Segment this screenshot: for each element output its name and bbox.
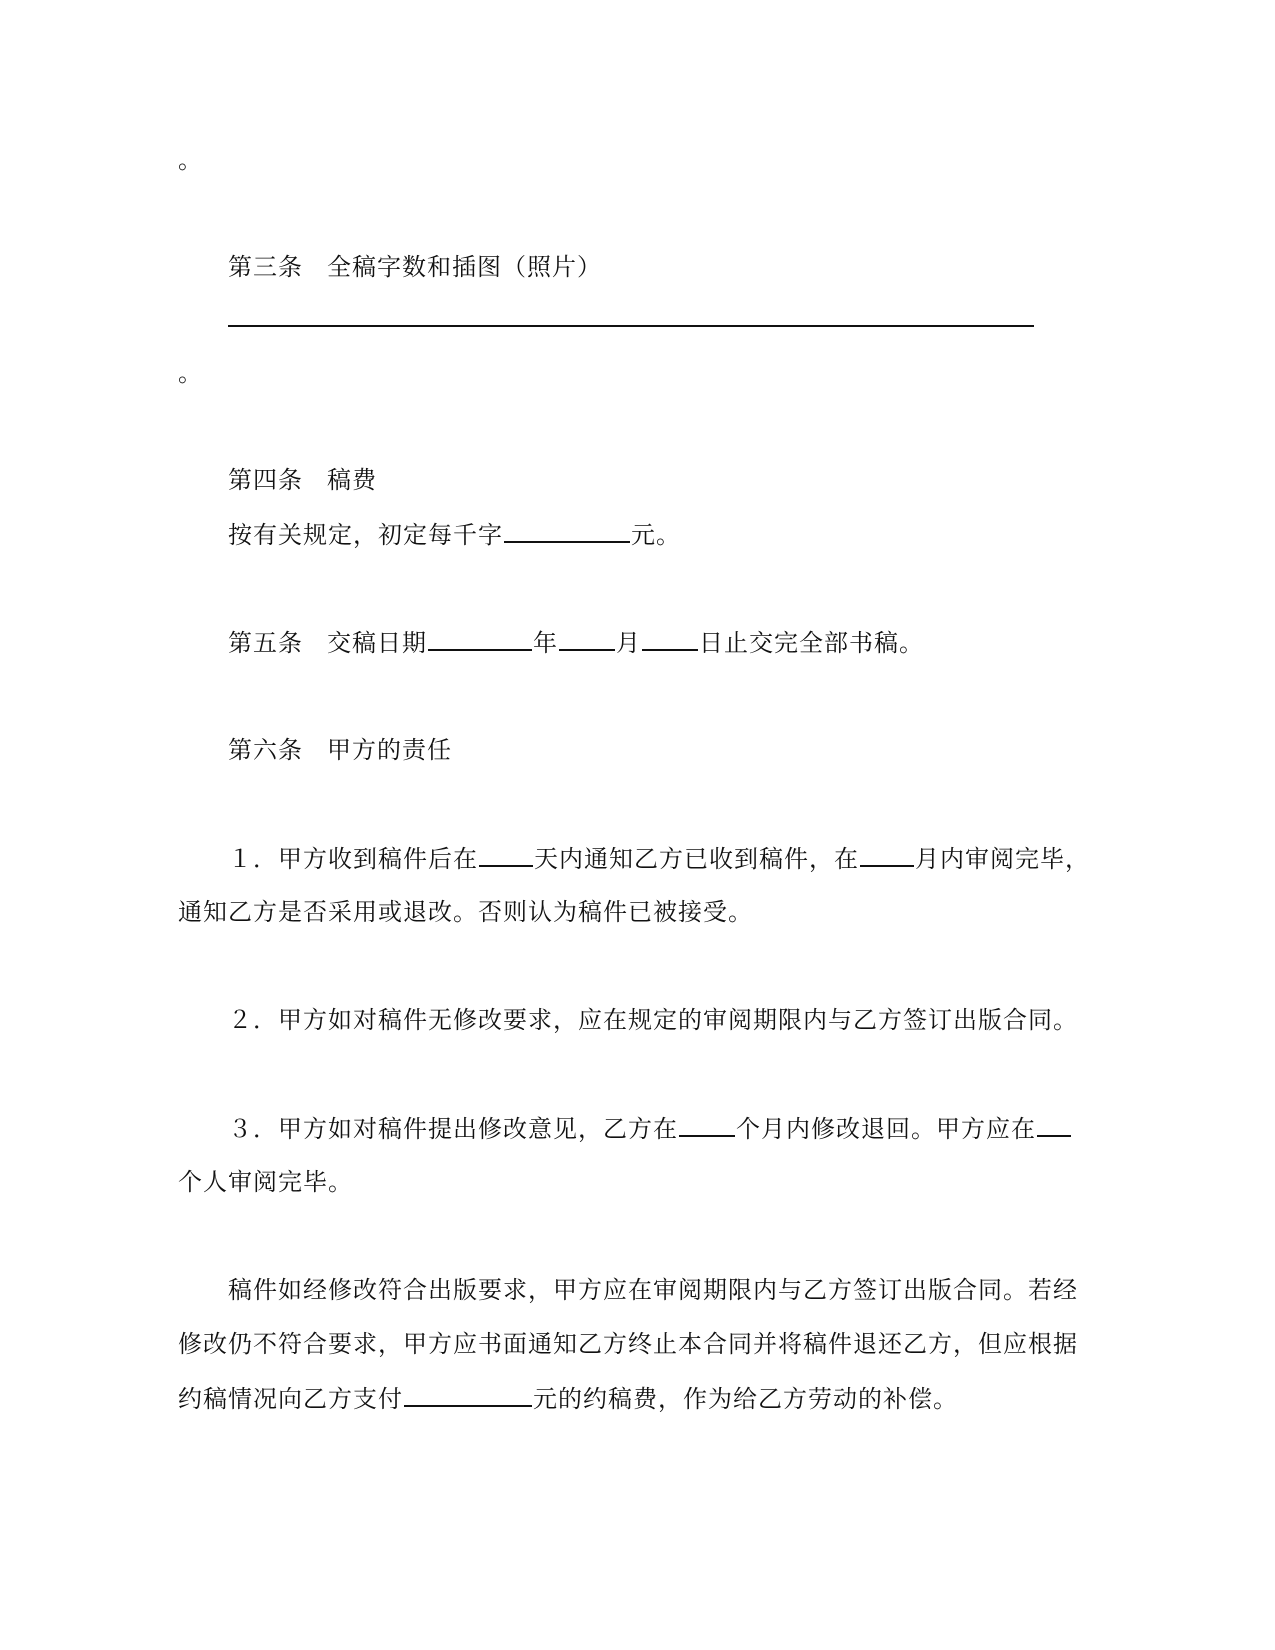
item-1-line-1 [228, 843, 1090, 874]
article-3-heading [228, 252, 602, 282]
article-3-number: 第三条 [228, 253, 303, 281]
year-blank [428, 627, 532, 651]
article-4-text-b: 元。 [631, 521, 681, 549]
months-blank [860, 843, 914, 867]
item-1-text-a: １．甲方收到稿件后在 [228, 845, 478, 873]
article-4-title: 稿费 [327, 466, 377, 494]
article-5-text-b: 日止交完全部书稿。 [699, 629, 924, 657]
article-6-heading [228, 735, 452, 765]
fee-per-thousand-blank [504, 519, 630, 543]
paragraph-line-1: 稿件如经修改符合出版要求，甲方应在审阅期限内与乙方签订出版合同。若经 [228, 1276, 1078, 1304]
trailing-period: 。 [178, 146, 203, 174]
article-4-text-a: 按有关规定，初定每千字 [228, 521, 503, 549]
item-1-line-2: 通知乙方是否采用或退改。否则认为稿件已被接受。 [178, 898, 753, 926]
item-3-text-a: ３．甲方如对稿件提出修改意见，乙方在 [228, 1115, 678, 1143]
trailing-period: 。 [178, 359, 203, 387]
item-2: ２．甲方如对稿件无修改要求，应在规定的审阅期限内与乙方签订出版合同。 [228, 1006, 1078, 1034]
article-6-number: 第六条 [228, 736, 303, 764]
paragraph-line-2: 修改仍不符合要求，甲方应书面通知乙方终止本合同并将稿件退还乙方，但应根据 [178, 1330, 1078, 1358]
article-3-fill-line [228, 325, 1034, 327]
item-1-text-b: 天内通知乙方已收到稿件，在 [534, 845, 859, 873]
article-4-heading [228, 465, 377, 495]
year-label: 年 [533, 629, 558, 657]
article-6-title: 甲方的责任 [327, 736, 452, 764]
article-3-title: 全稿字数和插图（照片） [327, 253, 602, 281]
article-4-number: 第四条 [228, 466, 303, 494]
paragraph-text-a: 约稿情况向乙方支付 [178, 1385, 403, 1413]
article-5-number: 第五条 [228, 629, 303, 657]
item-3-line-1 [228, 1113, 1072, 1144]
month-label: 月 [616, 629, 641, 657]
item-1-text-c: 月内审阅完毕， [915, 845, 1090, 873]
month-blank [559, 627, 615, 651]
review-period-blank [1037, 1113, 1071, 1137]
article-5-text-a: 交稿日期 [327, 629, 427, 657]
item-3-text-b: 个月内修改退回。甲方应在 [736, 1115, 1036, 1143]
article-5-text [228, 627, 924, 658]
paragraph-text-b: 元的约稿费，作为给乙方劳动的补偿。 [533, 1385, 958, 1413]
item-3-line-2: 个人审阅完毕。 [178, 1168, 353, 1196]
commission-fee-blank [404, 1383, 532, 1407]
article-4-text [228, 519, 681, 550]
day-blank [642, 627, 698, 651]
revision-months-blank [679, 1113, 735, 1137]
days-blank [479, 843, 533, 867]
paragraph-line-3 [178, 1383, 958, 1414]
